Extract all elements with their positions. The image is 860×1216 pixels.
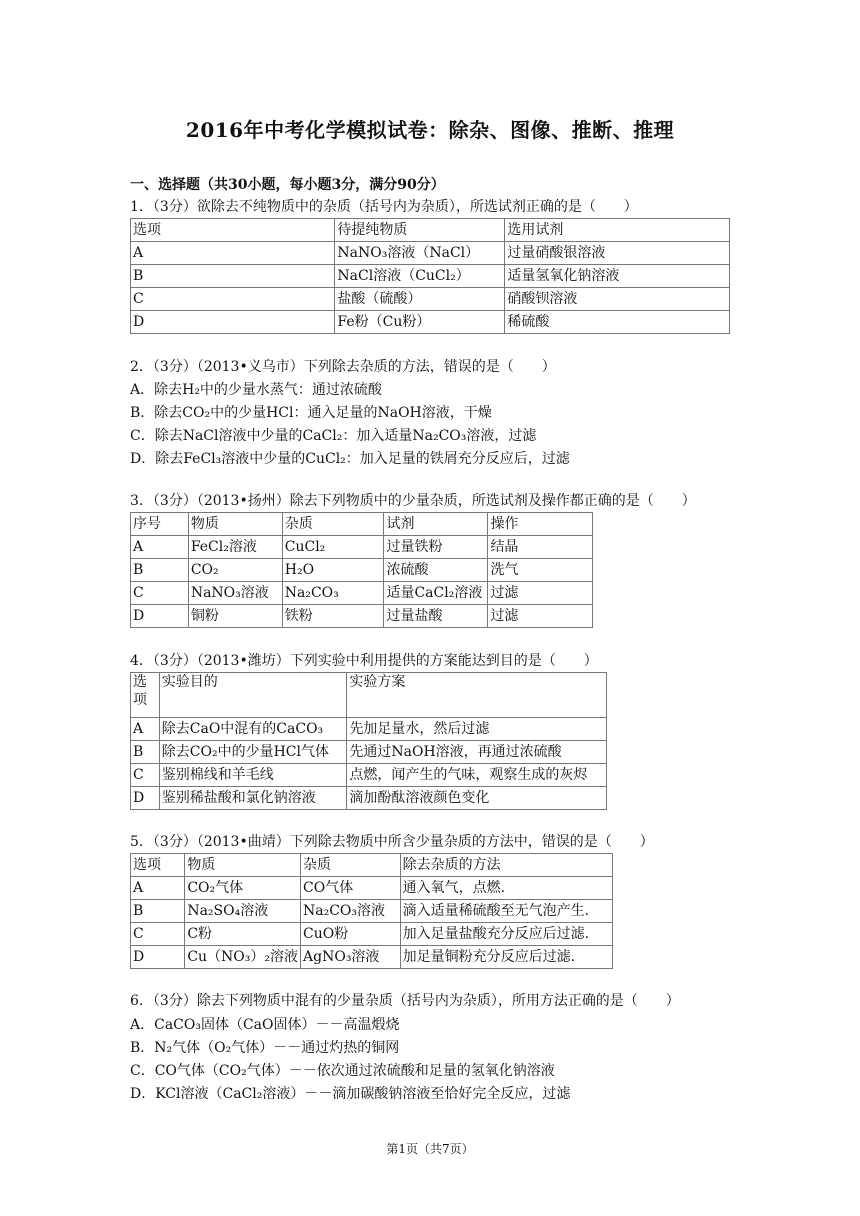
table-cell: B bbox=[131, 741, 160, 764]
table-cell: 试剂 bbox=[384, 513, 488, 536]
table-cell: 鉴别稀盐酸和氯化钠溶液 bbox=[159, 787, 347, 810]
question-6-stem: 6．（3分）除去下列物质中混有的少量杂质（括号内为杂质），所用方法正确的是（ ） bbox=[130, 993, 680, 1009]
question-2-option-a: A．除去H₂中的少量水蒸气：通过浓硫酸 bbox=[130, 382, 382, 398]
table-row bbox=[131, 559, 593, 582]
table-cell: B bbox=[131, 559, 189, 582]
question-3-stem: 3．（3分）（2013•扬州）除去下列物质中的少量杂质，所选试剂及操作都正确的是（ ） bbox=[130, 493, 696, 509]
table-cell: 选项 bbox=[131, 673, 160, 718]
table-cell: Na₂CO₃溶液 bbox=[301, 900, 401, 923]
table-cell: D bbox=[131, 787, 160, 810]
question-6-option-b: B．N₂气体（O₂气体）－－通过灼热的铜网 bbox=[130, 1040, 400, 1056]
question-6-option-a: A．CaCO₃固体（CaO固体）－－高温煅烧 bbox=[130, 1017, 400, 1033]
table-cell: D bbox=[131, 311, 335, 334]
table-cell: 操作 bbox=[488, 513, 593, 536]
table-row bbox=[131, 311, 730, 334]
table-cell: NaNO₃溶液 bbox=[188, 582, 282, 605]
table-cell: CO₂ bbox=[188, 559, 282, 582]
table-cell: 通入氧气，点燃. bbox=[400, 877, 612, 900]
question-2-option-b: B．除去CO₂中的少量HCl：通入足量的NaOH溶液，干燥 bbox=[130, 405, 492, 421]
table-row bbox=[131, 900, 613, 923]
table-cell: 除去CO₂中的少量HCl气体 bbox=[159, 741, 347, 764]
table-cell: C bbox=[131, 764, 160, 787]
table-cell: 铜粉 bbox=[188, 605, 282, 628]
table-cell: 实验目的 bbox=[159, 673, 347, 718]
table-cell: 选项 bbox=[131, 219, 335, 242]
table-row bbox=[131, 288, 730, 311]
table-row bbox=[131, 741, 607, 764]
table-cell: 适量CaCl₂溶液 bbox=[384, 582, 488, 605]
table-cell: 点燃，闻产生的气味，观察生成的灰烬 bbox=[347, 764, 607, 787]
table-cell: C粉 bbox=[185, 923, 301, 946]
table-cell: 滴入适量稀硫酸至无气泡产生. bbox=[400, 900, 612, 923]
table-cell: 结晶 bbox=[488, 536, 593, 559]
table-cell: 适量氢氧化钠溶液 bbox=[505, 265, 730, 288]
table-cell: A bbox=[131, 242, 335, 265]
question-6-option-d: D．KCl溶液（CaCl₂溶液）－－滴加碳酸钠溶液至恰好完全反应，过滤 bbox=[130, 1086, 571, 1102]
table-cell: 过量铁粉 bbox=[384, 536, 488, 559]
question-2-stem: 2．（3分）（2013•义乌市）下列除去杂质的方法，错误的是（ ） bbox=[130, 359, 556, 375]
table-row bbox=[131, 513, 593, 536]
table-row bbox=[131, 877, 613, 900]
table-row bbox=[131, 764, 607, 787]
table-cell: 加足量铜粉充分反应后过滤. bbox=[400, 946, 612, 969]
table-row bbox=[131, 854, 613, 877]
table-cell: 铁粉 bbox=[282, 605, 384, 628]
section-heading: 一、选择题（共30小题，每小题3分，满分90分） bbox=[130, 177, 445, 193]
table-cell: CuO粉 bbox=[301, 923, 401, 946]
table-cell: 洗气 bbox=[488, 559, 593, 582]
table-cell: H₂O bbox=[282, 559, 384, 582]
table-row bbox=[131, 536, 593, 559]
question-4-stem: 4．（3分）（2013•潍坊）下列实验中利用提供的方案能达到目的是（ ） bbox=[130, 653, 598, 669]
table-header-row bbox=[131, 673, 607, 718]
table-row bbox=[131, 923, 613, 946]
table-row bbox=[131, 787, 607, 810]
table-cell: 实验方案 bbox=[347, 673, 607, 718]
table-cell: 先加足量水，然后过滤 bbox=[347, 718, 607, 741]
table-cell: CuCl₂ bbox=[282, 536, 384, 559]
table-cell: 过滤 bbox=[488, 582, 593, 605]
question-4-table bbox=[130, 672, 607, 810]
table-row bbox=[131, 582, 593, 605]
table-cell: C bbox=[131, 582, 189, 605]
table-cell: 物质 bbox=[185, 854, 301, 877]
table-row bbox=[131, 265, 730, 288]
table-cell: 过量盐酸 bbox=[384, 605, 488, 628]
table-cell: Cu（NO₃）₂溶液 bbox=[185, 946, 301, 969]
question-1-stem: 1．（3分）欲除去不纯物质中的杂质（括号内为杂质），所选试剂正确的是（ ） bbox=[130, 199, 638, 215]
table-cell: 加入足量盐酸充分反应后过滤. bbox=[400, 923, 612, 946]
table-row bbox=[131, 605, 593, 628]
table-cell: 硝酸钡溶液 bbox=[505, 288, 730, 311]
table-cell: FeCl₂溶液 bbox=[188, 536, 282, 559]
table-cell: CO气体 bbox=[301, 877, 401, 900]
table-cell: 除去CaO中混有的CaCO₃ bbox=[159, 718, 347, 741]
table-cell: 鉴别棉线和羊毛线 bbox=[159, 764, 347, 787]
table-cell: 杂质 bbox=[282, 513, 384, 536]
table-cell: Fe粉（Cu粉） bbox=[335, 311, 505, 334]
question-3-table bbox=[130, 512, 593, 628]
question-6-option-c: C．CO气体（CO₂气体）－－依次通过浓硫酸和足量的氢氧化钠溶液 bbox=[130, 1063, 555, 1079]
table-cell: B bbox=[131, 265, 335, 288]
table-cell: 杂质 bbox=[301, 854, 401, 877]
table-cell: A bbox=[131, 877, 185, 900]
table-cell: 选用试剂 bbox=[505, 219, 730, 242]
page-footer: 第1页（共7页） bbox=[386, 1142, 474, 1156]
table-cell: NaNO₃溶液（NaCl） bbox=[335, 242, 505, 265]
table-cell: C bbox=[131, 288, 335, 311]
page-title: 2016年中考化学模拟试卷：除杂、图像、推断、推理 bbox=[185, 118, 675, 142]
table-cell: 滴加酚酞溶液颜色变化 bbox=[347, 787, 607, 810]
table-cell: 过滤 bbox=[488, 605, 593, 628]
table-cell: A bbox=[131, 718, 160, 741]
table-cell: 先通过NaOH溶液，再通过浓硫酸 bbox=[347, 741, 607, 764]
question-2-option-d: D．除去FeCl₃溶液中少量的CuCl₂：加入足量的铁屑充分反应后，过滤 bbox=[130, 451, 570, 467]
table-cell: Na₂SO₄溶液 bbox=[185, 900, 301, 923]
table-cell: NaCl溶液（CuCl₂） bbox=[335, 265, 505, 288]
table-row bbox=[131, 219, 730, 242]
table-cell: 待提纯物质 bbox=[335, 219, 505, 242]
table-cell: 稀硫酸 bbox=[505, 311, 730, 334]
table-cell: A bbox=[131, 536, 189, 559]
table-cell: CO₂气体 bbox=[185, 877, 301, 900]
question-5-table bbox=[130, 853, 613, 969]
table-cell: 除去杂质的方法 bbox=[400, 854, 612, 877]
table-cell: B bbox=[131, 900, 185, 923]
table-cell: 物质 bbox=[188, 513, 282, 536]
table-row bbox=[131, 946, 613, 969]
question-5-stem: 5．（3分）（2013•曲靖）下列除去物质中所含少量杂质的方法中，错误的是（ ） bbox=[130, 834, 654, 850]
table-cell: 序号 bbox=[131, 513, 189, 536]
table-row bbox=[131, 242, 730, 265]
table-cell: 浓硫酸 bbox=[384, 559, 488, 582]
question-1-table bbox=[130, 218, 730, 334]
table-row bbox=[131, 718, 607, 741]
table-cell: AgNO₃溶液 bbox=[301, 946, 401, 969]
table-cell: C bbox=[131, 923, 185, 946]
table-cell: D bbox=[131, 605, 189, 628]
table-cell: D bbox=[131, 946, 185, 969]
table-cell: 选项 bbox=[131, 854, 185, 877]
table-cell: 过量硝酸银溶液 bbox=[505, 242, 730, 265]
table-cell: 盐酸（硫酸） bbox=[335, 288, 505, 311]
question-2-option-c: C．除去NaCl溶液中少量的CaCl₂：加入适量Na₂CO₃溶液，过滤 bbox=[130, 428, 537, 444]
table-cell: Na₂CO₃ bbox=[282, 582, 384, 605]
